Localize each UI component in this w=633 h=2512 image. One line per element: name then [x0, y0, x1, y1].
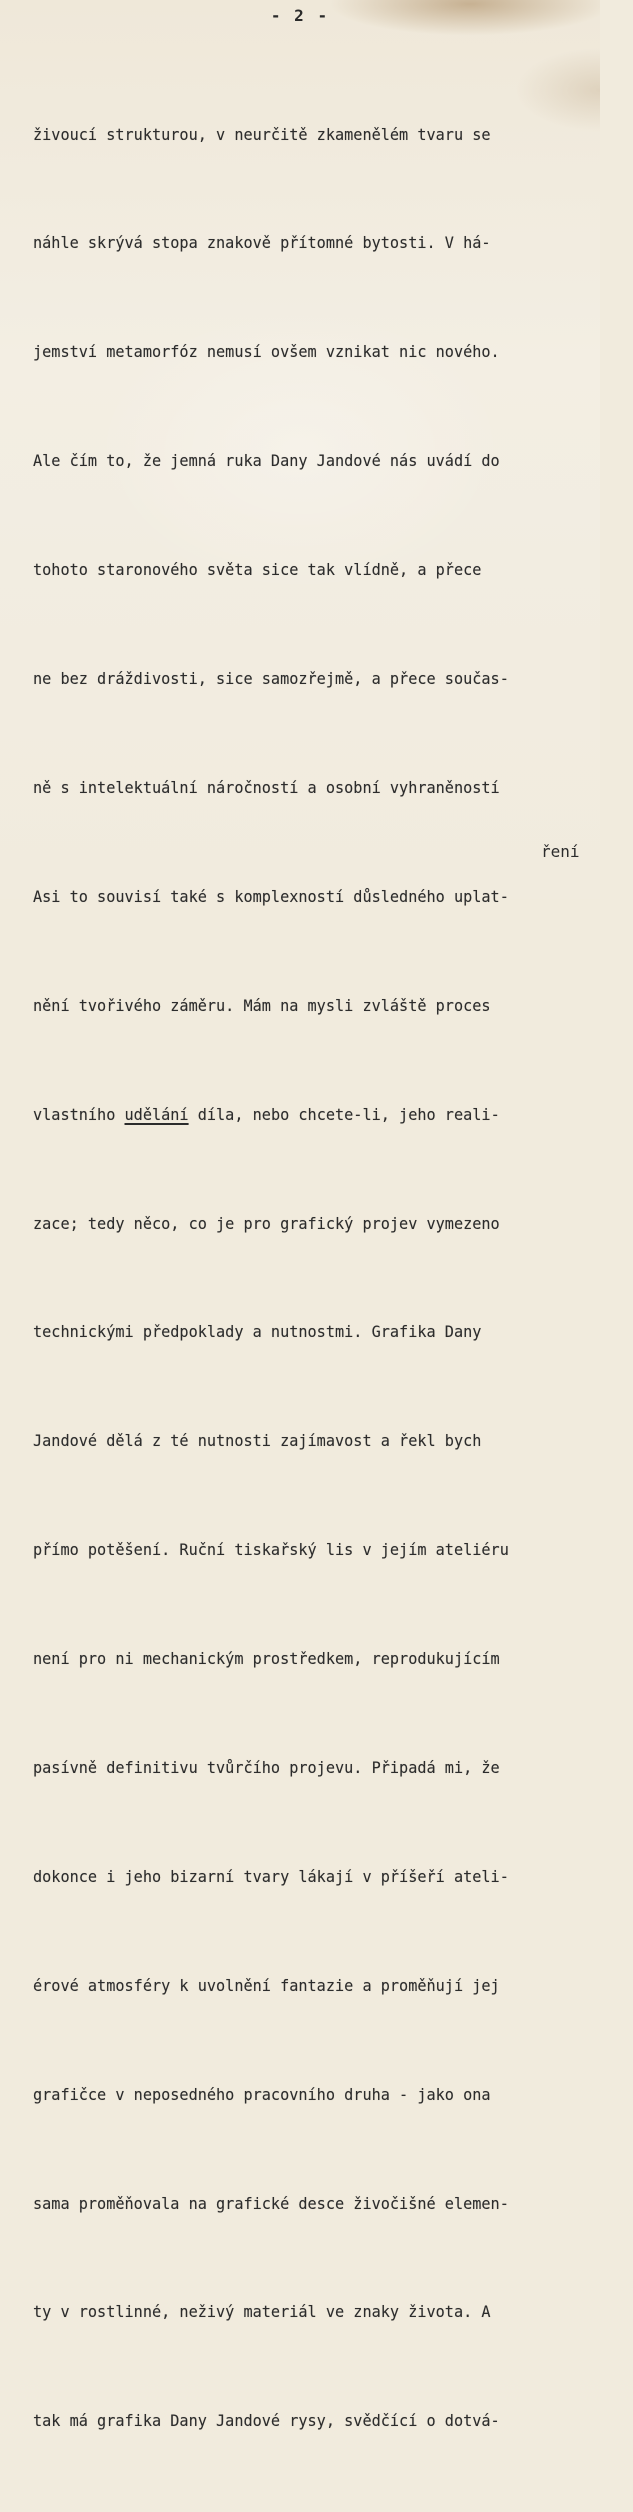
- text-line: přímo potěšení. Ruční tiskařský lis v jejím ateliéru: [33, 1540, 509, 1560]
- text-line: živoucí strukturou, v neurčitě zkamenělém tvaru se: [33, 124, 491, 144]
- text-line: technickými předpoklady a nutnostmi. Grafika Dany: [33, 1322, 482, 1342]
- text-line: pasívně definitivu tvůrčího projevu. Připadá mi, že: [33, 1757, 500, 1777]
- text-line: Asi to souvisí také s komplexností důsledného uplat-: [33, 886, 509, 906]
- underlined-word: udělání: [124, 1104, 189, 1124]
- text-line: sama proměňovala na grafické desce živočišné elemen-: [33, 2193, 509, 2213]
- text-line: ne bez dráždivosti, sice samozřejmě, a přece součas-: [33, 669, 509, 689]
- text-line: érové atmosféry k uvolnění fantazie a proměňují jej: [33, 1975, 500, 1995]
- text-line: Ale čím to, že jemná ruka Dany Jandové nás uvádí do: [33, 451, 500, 471]
- text-line: Jandové dělá z té nutnosti zajímavost a řekl bych: [33, 1431, 482, 1451]
- text-line: zace; tedy něco, co je pro grafický projev vymezeno: [33, 1213, 500, 1233]
- text-line-with-underline: [33, 1097, 603, 1133]
- text-line: není pro ni mechanickým prostředkem, reprodukujícím: [33, 1649, 500, 1669]
- text-line: jemství metamorfóz nemusí ovšem vznikat nic nového.: [33, 342, 500, 362]
- text-line: náhle skrývá stopa znakově přítomné bytosti. V há-: [33, 233, 491, 253]
- typed-text-body: [33, 44, 633, 2512]
- text-line: ty v rostlinné, neživý materiál ve znaky života. A: [33, 2302, 491, 2322]
- text-line: dokonce i jeho bizarní tvary lákají v příšeří ateli-: [33, 1866, 509, 1886]
- text-line: tak má grafika Dany Jandové rysy, svědčící o dotvá-: [33, 2411, 500, 2431]
- page-number: - 2 -: [270, 6, 330, 25]
- text-fragment: vlastního: [33, 1104, 125, 1124]
- catchword: ření: [541, 842, 580, 861]
- text-line: grafičce v neposedného pracovního druha - jako ona: [33, 2084, 491, 2104]
- text-line: tohoto staronového světa sice tak vlídně, a přece: [33, 560, 482, 580]
- text-line: nění tvořivého záměru. Mám na mysli zvláště proces: [33, 995, 491, 1015]
- text-fragment: díla, nebo chcete-li, jeho reali-: [188, 1104, 500, 1124]
- text-line: ně s intelektuální náročností a osobní vyhraněností: [33, 777, 500, 797]
